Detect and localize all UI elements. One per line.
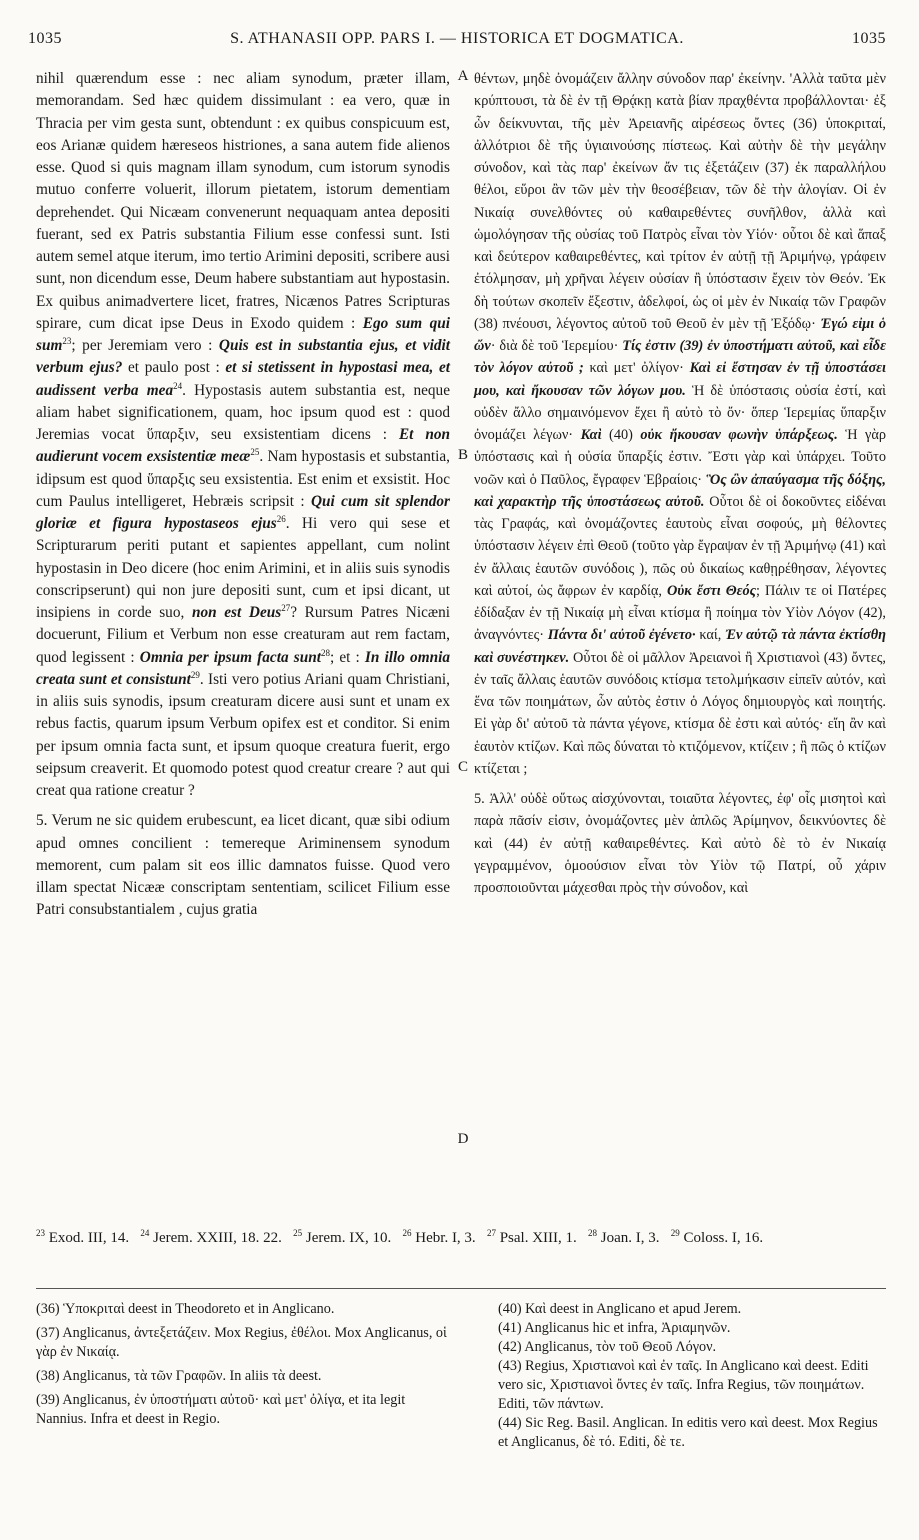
ref-mark: 23 [62,335,72,346]
note-37: (37) Anglicanus, ἀντεξετάζειν. Mox Regius, ἐθέλοι. Mox Anglicanus, οἱ γὰρ ἐν Νικαίᾳ. [36,1325,447,1360]
page-header [28,30,886,54]
page-number-right: 1035 [852,30,886,47]
greek-paragraph-5: 5. Ἀλλ' οὐδὲ οὕτως αἰσχύνονται, τοιαῦτα λέγοντες, ἐφ' οἷς μισητοὶ καὶ παρὰ πᾶσίν εἰσιν, ὀνομάζοντες μὲν ἁπλῶς Ἀρίμηνον, δεικνύοντες δὲ καὶ (44) ἐν αὐτῇ καθαιρεθέντες. Καὶ αὐτὸ δὲ τὸ ἐν Νικαίᾳ γεγραμμένον, ὁμοούσιον εἶναι τὸν Υἱὸν τῷ Πατρί, οὗ χάριν προσποιοῦνται μάχεσθαι πρὸς τὴν σύνοδον, καὶ [474,791,886,896]
note-38: (38) Anglicanus, τὰ τῶν Γραφῶν. In aliis τὰ deest. [36,1368,322,1384]
ref-mark: 27 [281,602,291,613]
notes-divider [36,1288,886,1289]
greek-paragraph-4: θέντων, μηδὲ ὀνομάζειν ἄλλην σύνοδον παρ' ἐκείνην. 'Αλλὰ ταῦτα μὲν κρύπτουσι, τὰ δὲ ἐν τῇ Θρᾴκῃ κατὰ βίαν πραχθέντα προβάλλονται· ἐξ ὧν δείκνυνται, τῆς μὲν Ἀρειανῆς αἱρέσεως ὄντες (36) ὑποκριταί, ἀλλότριοι δὲ τῆς ὑγιαινούσης πίστεως. Καὶ αὐτὴν δὲ τὴν μεγάλην σύνοδον, καὶ τὰς παρ' ἐκείνων ἄν τις ἐξετάζειν (37) ἐκ παραλλήλου θέλοι, εὕροι ἂν τῶν μὲν τὴν θεοσέβειαν, τῶν δὲ τὴν ἀλογίαν. Οἱ ἐν Νικαίᾳ συνελθόντες οὐ καθαιρεθέντες συνῆλθον, ἀλλὰ καὶ ὡμολόγησαν τῆς οὐσίας τοῦ Πατρὸς εἶναι τὸν Υἱόν· οὗτοι δὲ καὶ ἅπαξ καὶ δεύτερον καθαιρεθέντες, καὶ τρίτον ἐν αὐτῇ τῇ Ἀριμήνῳ, γράφειν ἐτόλμησαν, μὴ χρῆναι λέγειν οὐσίαν ἢ ὑπόστασιν ἔχειν τὸν Θεόν. Ἐκ δὴ τούτων σκοπεῖν ἔξεστιν, ἀδελφοί, ὡς οἱ μὲν ἐν Νικαίᾳ τῶν Γραφῶν (38) πνέουσι, λέγοντος αὐτοῦ τοῦ Θεοῦ ἐν μὲν τῇ Ἐξόδῳ· Ἐγώ εἰμι ὁ ὤν· διὰ δὲ τοῦ Ἱερεμίου· Τίς ἐστιν (39) ἐν ὑποστήματι αὐτοῦ, καὶ εἶδε τὸν λόγον αὐτοῦ ; καὶ μετ' ὀλίγον· Καὶ εἰ ἔστησαν ἐν τῇ ὑποστάσει μου, καὶ ἤκουσαν τῶν λόγων μου. Ἡ δὲ ὑπόστασις οὐσία ἐστί, καὶ οὐδὲν ἄλλο σημαινόμενον ἔχει ἢ αὐτὸ τὸ ὄν· ὅπερ Ἱερεμίας ὕπαρξιν ὀνομάζει λέγων· Καὶ (40) οὐκ ἤκουσαν φωνὴν ὑπάρξεως. Ἡ γὰρ ὑπόστασις καὶ ἡ οὐσία ὕπαρξίς ἐστιν. Ἔστι γὰρ καὶ ὑπάρχει. Τοῦτο νοῶν καὶ ὁ Παῦλος, ἔγραφεν Ἑβραίοις· Ὃς ὢν ἀπαύγασμα τῆς δόξης, καὶ χαρακτὴρ τῆς ὑποστάσεως αὐτοῦ. Οὗτοι δὲ οἱ δοκοῦντες εἰδέναι τὰς Γραφάς, καὶ ὀνομάζοντες ἑαυτοὺς εἶναι σοφούς, μὴ θέλοντες ὑπόστασιν λέγειν ἐπὶ Θεοῦ (τοῦτο γὰρ ἔγραψαν ἐν τῇ Ἀριμήνῳ (41) καὶ ἐν ἄλλαις ἑαυτῶν συνόδοις ), πῶς οὐ δικαίως καθῃρέθησαν, λέγοντες καὶ αὐτοί, ὡς ἄφρων ἐν καρδίᾳ, Οὐκ ἔστι Θεός; Πάλιν τε οἱ Πατέρες ἐδίδαξαν ἐν τῇ Νικαίᾳ μὴ εἶναι κτίσμα ἢ ποίημα τὸν Υἱὸν Λόγον (42), ἀναγνόντες· Πάντα δι' αὐτοῦ ἐγένετο· καί, Ἐν αὐτῷ τὰ πάντα ἐκτίσθη καὶ συνέστηκεν. Οὗτοι δὲ οἱ μᾶλλον Ἀρειανοὶ ἢ Χριστιανοὶ (43) ὄντες, ἐν ταῖς ἄλλαις ἑαυτῶν συνόδοις κτίσμα τετολμήκασιν εἰπεῖν αὐτόν, καὶ ἕνα τῶν ποιημάτων, ὧν αὐτὸς ἐστιν ὁ Λόγος δημιουργὸς καὶ ποιητής. Εἰ γὰρ δι' αὐτοῦ τὰ πάντα γέγονε, κτίσμα δὲ ἐστι καὶ αὐτός· εἴη ἂν καὶ ἑαυτὸν κτίζων. Καὶ πῶς δύναται τὸ κτιζόμενον, κτίζειν ; ἢ πῶς ὁ κτίζων κτίζεται ; [474,71,887,777]
quote-jeremiah-3: Et non audierunt vocem exsistentiæ meæ [36,426,450,466]
margin-marker-a: A [457,68,469,84]
note-43: (43) Regius, Χριστιανοὶ καὶ ἐν ταῖς. In Anglicano καὶ deest. Editi vero sic, Χριστιανοὶ ὄντες ἐν ταῖς. Infra Regius, τῶν ποιημάτων. Editi, τῶν πάντων. [498,1358,869,1412]
margin-marker-b: B [457,447,468,463]
critical-notes-right [498,1300,888,1452]
quote-exodus: Ego sum qui sum [36,314,450,354]
note-36: (36) Ὑποκριταὶ deest in Theodoreto et in Anglicano. [36,1301,335,1317]
page-number-left: 1035 [28,30,62,47]
latin-column [36,68,450,922]
ref-mark: 29 [190,669,200,680]
quote-psalm: non est Deus [191,604,282,621]
note-42: (42) Anglicanus, τὸν τοῦ Θεοῦ Λόγον. [498,1339,717,1355]
ref-mark: 26 [276,513,286,524]
quote-jeremiah: Quis est in substantia ejus, et vidit verbum ejus? [36,337,450,377]
ref-mark: 28 [320,647,330,658]
margin-marker-d: D [457,1131,469,1147]
critical-notes-left [36,1300,456,1434]
greek-column [474,68,886,899]
latin-paragraph-4: nihil quærendum esse : nec aliam synodum, præter illam, memorandam. Sed hæc quidem dissimulant : ea vero, quæ in Thracia per vim gesta sunt, obtendunt : ex quibus conspicuum est, eos Arianæ quidem hæreseos histriones, a sana autem fide alienos esse. Quod si quis magnam illam synodum, cum istorum synodis mutuo conferre voluerit, illorum pietatem, istorum dementiam deprehendet. Qui Nicæam convenerunt nequaquam antea depositi fuerant, sed ex Patris substantia Filium esse confessi sunt. Isti autem semel atque iterum, imo tertio Arimini depositi, scribere ausi sunt, non dicendum esse, Deum habere substantiam aut hypostasin. Ex quibus animadvertere licet, fratres, Nicænos Patres Scripturas spirare, cum dicat ipse Deus in Exodo quidem : Ego sum qui sum$^{23}$; per Jeremiam vero : Quis est in substantia ejus, et vidit verbum ejus? et paulo post : et si stetissent in hypostasi mea, et audissent verba mea$^{24}$. Hypostasis autem substantia est, neque aliam habet significationem, quam, hoc ipsum quod est : quod Jeremias vocat ὕπαρξιν, seu exsistentiam dicens : Et non audierunt vocem exsistentiæ meæ$^{25}$. Nam hypostasis et substantia, idipsum est quod ὕπαρξις seu exsistentia. Est enim et exsistit. Hoc cum Paulus intelligeret, Hebræis scripsit : Qui cum sit splendor gloriæ et figura hypostaseos ejus$^{26}$. Hi vero qui sese et Scripturarum periti putant et sapientes appellant, cum nolint hypostasin in Deo dicere (hoc enim Arimini, et in aliis suis synodis conscripserunt) qui non jure depositi sunt, cum et ipsi dicant, ut insipiens in corde suo, non est Deus$^{27}$? Rursum Patres Nicæni docuerunt, Filium et Verbum non esse creaturam aut rem factam, quod legissent : Omnia per ipsum facta sunt$^{28}$; et : In illo omnia creata sunt et consistunt$^{29}$. Isti vero potius Ariani quam Christiani, in aliis suis synodis, ipsum creaturam dicere ausi sunt et unam ex rebus factis, quarum ipsum Verbum opifex est et conditor. Si enim per ipsum omnia facta sunt, et ipsum quoque creatura fuerit, ergo seipsum creaverit. Et quomodo potest quod creatur creare ? aut qui creat qua ratione creatur ? [36,70,451,799]
ref-mark: 25 [250,447,260,458]
running-title: S. ATHANASII OPP. PARS I. — HISTORICA ET DOGMATICA. [230,30,684,47]
quote-colossians: In illo omnia creata sunt et consistunt [36,648,450,688]
quote-hebrews: Qui cum sit splendor gloriæ et figura hypostaseos ejus [36,492,451,532]
quote-jeremiah-2: et si stetissent in hypostasi mea, et audissent verba mea [36,359,450,399]
margin-marker-c: C [457,759,468,775]
note-44: (44) Sic Reg. Basil. Anglican. In editis vero καὶ deest. Mox Regius et Anglicanus, δὲ τό. Editi, δὲ τε. [498,1415,878,1450]
note-41: (41) Anglicanus hic et infra, Ἀριαμηνῶν. [498,1320,731,1336]
note-40: (40) Καὶ deest in Anglicano et apud Jerem. [498,1301,742,1317]
latin-paragraph-5: 5. Verum ne sic quidem erubescunt, ea licet dicant, quæ sibi odium apud omnes concilient : temereque Ariminensem synodum memorent, cum palam sit eos illic damnatos fuisse. Quod vero illam spectat Nicææ conscriptam sententiam, scilicet Filium esse Patri consubstantialem , cujus gratia [36,812,450,919]
note-39: (39) Anglicanus, ἐν ὑποστήματι αὐτοῦ· καὶ μετ' ὀλίγα, et ita legit Nannius. Infra et deest in Regio. [36,1392,406,1427]
quote-john: Omnia per ipsum facta sunt [139,648,321,666]
ref-mark: 24 [173,380,183,391]
scripture-references: $^{23}$ Exod. III, 14. $^{24}$ Jerem. XXIII, 18. 22. $^{25}$ Jerem. IX, 10. $^{26}$ Hebr. I, 3. $^{27}$ Psal. XIII, 1. $^{28}$ Joan. I, 3. $^{29}$ Coloss. I, 16. [36,1228,764,1246]
